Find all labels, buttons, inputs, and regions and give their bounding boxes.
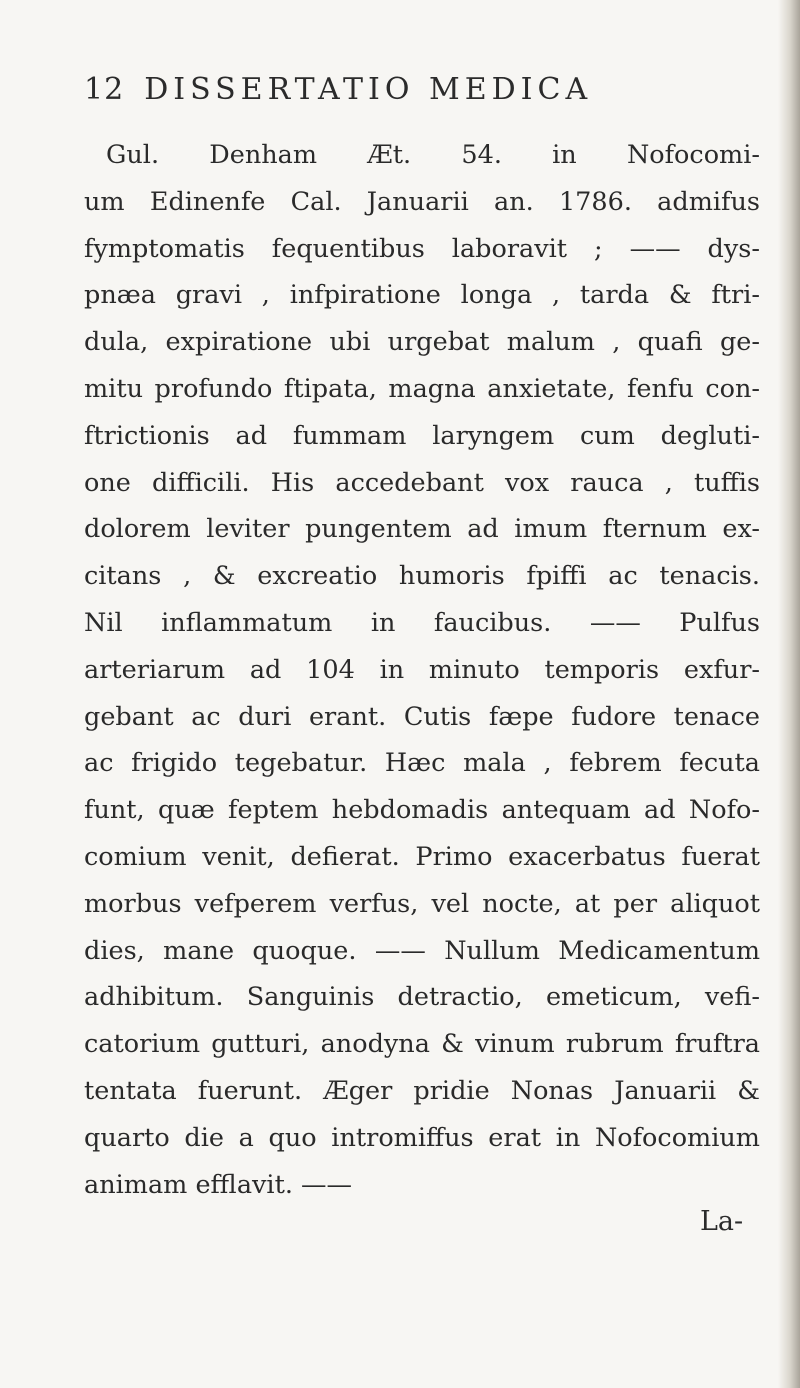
text-line: tentata fuerunt. Æger pridie Nonas Januarii & bbox=[84, 1075, 760, 1106]
text-line: adhibitum. Sanguinis detractio, emeticum, vefi- bbox=[84, 982, 760, 1013]
text-line: one difficili. His accedebant vox rauca , tuffis bbox=[84, 467, 760, 498]
catchword: La- bbox=[700, 1206, 744, 1237]
body-text bbox=[84, 132, 760, 1208]
text-line: morbus vefperem verfus, vel nocte, at per aliquot bbox=[84, 888, 760, 919]
text-line: comium venit, defierat. Primo exacerbatus fuerat bbox=[84, 841, 760, 872]
text-line: catorium gutturi, anodyna & vinum rubrum fruftra bbox=[84, 1029, 760, 1060]
text-line: mitu profundo ftipata, magna anxietate, fenfu con- bbox=[84, 373, 760, 404]
text-line: funt, quæ feptem hebdomadis antequam ad Nofo- bbox=[84, 795, 760, 826]
text-line: dolorem leviter pungentem ad imum fternum ex- bbox=[84, 514, 760, 545]
text-line: ftrictionis ad fummam laryngem cum degluti- bbox=[84, 420, 760, 451]
text-line: Gul. Denham Æt. 54. in Nofocomi- bbox=[106, 140, 760, 170]
text-line: citans , & excreatio humoris fpiffi ac tenacis. bbox=[84, 561, 760, 592]
text-line-last: animam efflavit. —— bbox=[84, 1169, 353, 1200]
text-line: dula, expiratione ubi urgebat malum , quafi ge- bbox=[84, 327, 760, 358]
text-line: Nil inflammatum in faucibus. —— Pulfus bbox=[84, 607, 760, 638]
page-edge-shadow bbox=[778, 0, 800, 1388]
text-line: dies, mane quoque. —— Nullum Medicamentum bbox=[84, 935, 760, 966]
text-line: fymptomatis fequentibus laboravit ; —— dys- bbox=[84, 233, 760, 264]
text-line: quarto die a quo intromiffus erat in Nofocomium bbox=[84, 1122, 760, 1153]
page-header bbox=[84, 72, 724, 112]
text-line: pnæa gravi , infpiratione longa , tarda & ftri- bbox=[84, 280, 760, 311]
page-number: 12 bbox=[84, 72, 125, 107]
running-title: DISSERTATIO MEDICA bbox=[144, 72, 593, 107]
text-line: ac frigido tegebatur. Hæc mala , febrem fecuta bbox=[84, 748, 760, 779]
text-line: arteriarum ad 104 in minuto temporis exfur- bbox=[84, 654, 760, 685]
text-line: gebant ac duri erant. Cutis fæpe fudore tenace bbox=[84, 701, 760, 732]
text-line: um Edinenfe Cal. Januarii an. 1786. admifus bbox=[84, 186, 760, 217]
